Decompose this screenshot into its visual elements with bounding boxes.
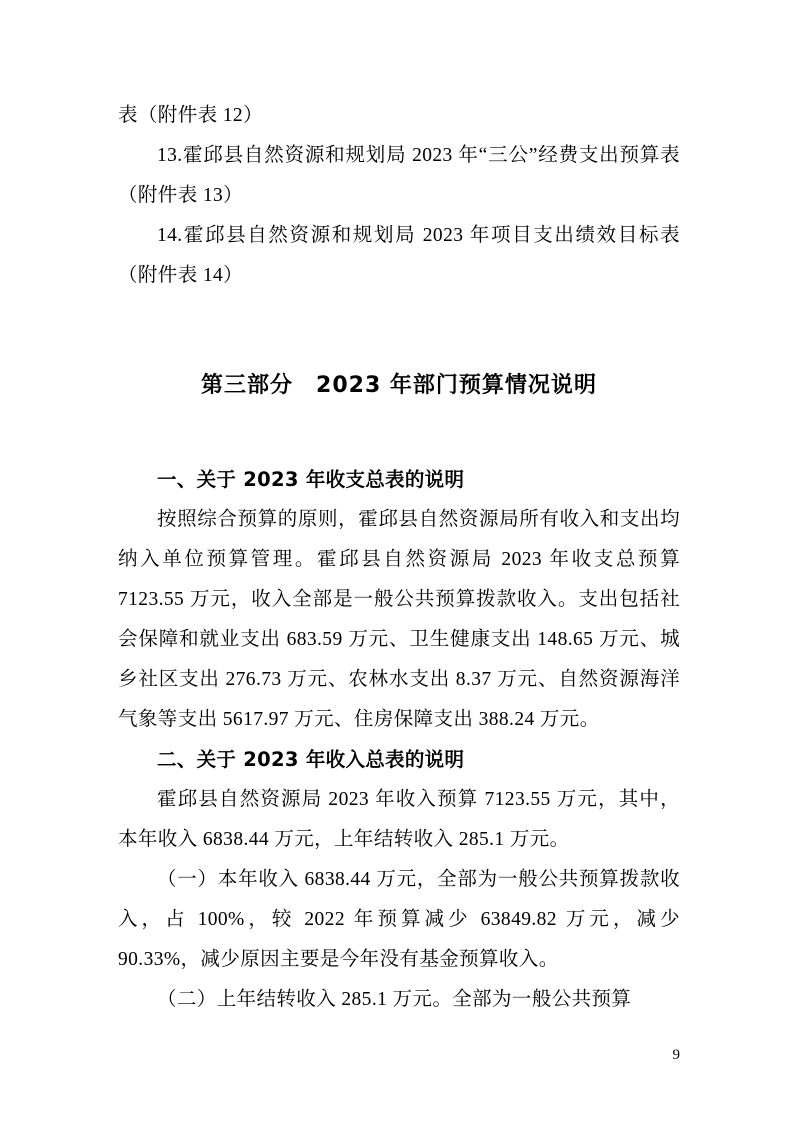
attachment-item-12-tail: 表（附件表 12）: [118, 105, 263, 126]
page-number: 9: [672, 1047, 680, 1063]
section-2-paragraph-2: （一）本年收入 6838.44 万元，全部为一般公共预算拨款收入，占 100%，较 2022 年预算减少 63849.82 万元，减少 90.33%，减少原因主要是今年没有基金预算收入。: [118, 869, 680, 970]
section-heading-1: 一、关于 2023 年收支总表的说明: [157, 468, 465, 491]
section-1-paragraph-1: 按照综合预算的原则，霍邱县自然资源局所有收入和支出均纳入单位预算管理。霍邱县自然资源局 2023 年收支总预算 7123.55 万元，收入全部是一般公共预算拨款收入。支出包括社会保障和就业支出 683.59 万元、卫生健康支出 148.65 万元、城乡社区支出 276.73 万元、农林水支出 8.37 万元、自然资源海洋气象等支出 5617.97 万元、住房保障支出 388.24 万元。: [118, 509, 680, 730]
section-heading-2: 二、关于 2023 年收入总表的说明: [157, 748, 465, 771]
document-body: [118, 96, 680, 1020]
spacer-after-part-title: [118, 404, 680, 460]
attachment-item-13: 13.霍邱县自然资源和规划局 2023 年“三公”经费支出预算表（附件表 13）: [118, 145, 680, 206]
section-2-paragraph-1: 霍邱县自然资源局 2023 年收入预算 7123.55 万元，其中，本年收入 6838.44 万元，上年结转收入 285.1 万元。: [118, 789, 680, 850]
attachment-item-14: 14.霍邱县自然资源和规划局 2023 年项目支出绩效目标表（附件表 14）: [118, 225, 680, 286]
section-2-paragraph-3: （二）上年结转收入 285.1 万元。全部为一般公共预算: [157, 989, 632, 1010]
part-title: 第三部分 2023 年部门预算情况说明: [201, 373, 597, 398]
spacer-before-part-title: [118, 296, 680, 368]
